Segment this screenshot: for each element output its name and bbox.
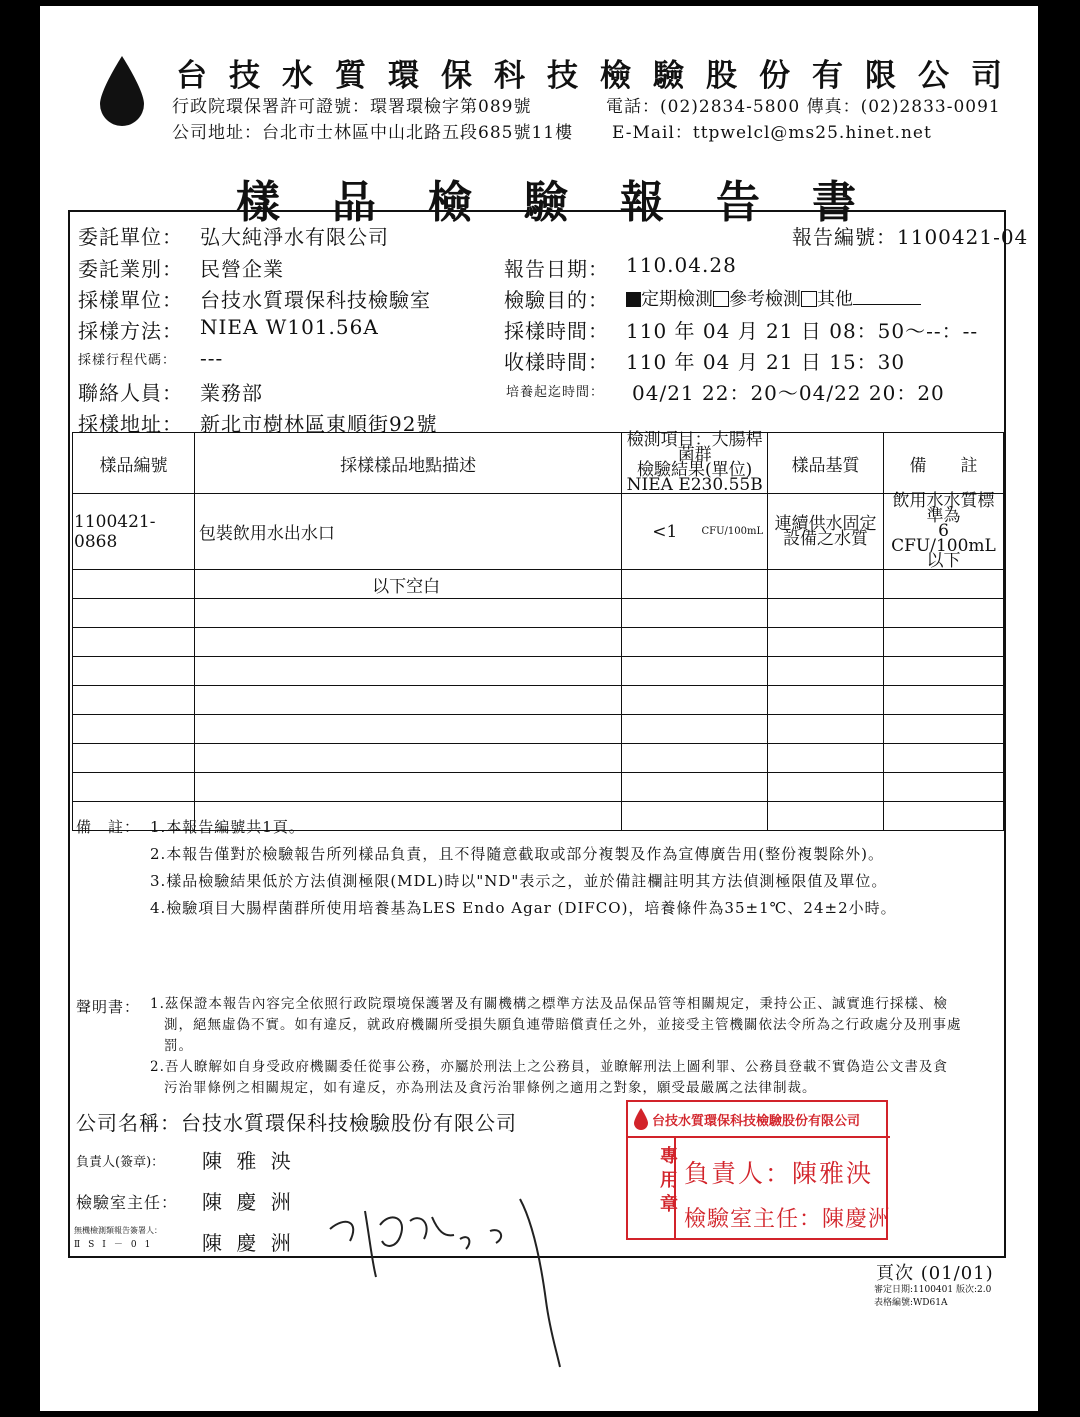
table-row (73, 773, 1004, 802)
header-test-line-2: 檢驗結果(單位) (637, 460, 753, 480)
contact-label: 聯絡人員： (78, 381, 183, 405)
purpose-option-reference: 參考檢測 (729, 289, 801, 310)
category-value: 民營企業 (200, 257, 284, 281)
header-location: 採樣樣品地點描述 (194, 433, 621, 494)
signer-name: 陳 慶 洲 (202, 1231, 295, 1255)
report-date-label: 報告日期： (504, 257, 609, 281)
table-row (73, 599, 1004, 628)
contact-value: 業務部 (200, 381, 263, 405)
signoff-company: 公司名稱：台技水質環保科技檢驗股份有限公司 (76, 1111, 517, 1135)
header-test-line-1: 檢測項目：大腸桿菌群 (626, 430, 763, 465)
table-row (73, 744, 1004, 773)
rep-label: 負責人(簽章)： (76, 1155, 165, 1170)
note-item: 3.樣品檢驗結果低於方法偵測極限(MDL)時以"ND"表示之，並於備註欄註明其方法偵測極限值及單位。 (150, 872, 888, 890)
declaration-text (150, 994, 962, 1099)
purpose-option-periodic: 定期檢測 (641, 289, 713, 310)
permit-number: 行政院環保署許可證號：環署環檢字第089號 (172, 97, 532, 117)
checkbox-checked-icon (626, 292, 641, 307)
result-cell (622, 494, 768, 570)
lab-director-name: 陳 慶 洲 (202, 1190, 295, 1214)
declaration-line: 測，絕無虛偽不實。如有違反，就政府機關所受損失願負連帶賠償責任之外，並接受主管機關依法令所為之行政處分及刑事處 (164, 1017, 962, 1033)
address-value: 新北市樹林區東順街92號 (200, 412, 438, 436)
phone-fax: 電話：(02)2834-5800 傳真：(02)2833-0091 (606, 97, 1001, 117)
company-email: E-Mail：ttpwelcl@ms25.hinet.net (612, 123, 932, 143)
remark-line-1: 飲用水水質標準為 (892, 491, 995, 526)
declaration-line: 2.吾人瞭解如自身受政府機關委任從事公務，亦屬於刑法上之公務員，並瞭解刑法上圖利罪、公務員登載不實偽造公文書及貪 (150, 1059, 948, 1075)
header-sample-id: 樣品編號 (73, 433, 195, 494)
report-number: 報告編號：1100421-04 (792, 225, 1029, 249)
header-test-line-3: NIEA E230.55B (626, 475, 763, 495)
purpose-option-other: 其他 (817, 289, 853, 310)
signer-code: ⅡSI－01 (74, 1240, 159, 1250)
matrix-cell (768, 494, 884, 570)
sampler-label: 採樣單位： (78, 288, 183, 312)
declaration-label: 聲明書： (76, 998, 141, 1016)
location-cell: 包裝飲用水出水口 (194, 494, 621, 570)
handwritten-signature (320, 1191, 580, 1371)
sample-time-value: 110 年 04 月 21 日 08：50～--：-- (626, 319, 979, 343)
table-row (73, 570, 1004, 599)
lab-director-label: 檢驗室主任： (76, 1193, 179, 1212)
table-row (73, 494, 1004, 570)
sampler-value: 台技水質環保科技檢驗室 (200, 288, 431, 312)
company-name: 台技水質環保科技檢驗股份有限公司 (176, 58, 1024, 94)
stamp-drop-icon (634, 1108, 648, 1130)
company-address: 公司地址：台北市士林區中山北路五段685號11樓 (172, 123, 574, 143)
culture-time-value: 04/21 22：20～04/22 20：20 (632, 381, 945, 405)
form-number: 表格編號:WD61A (874, 1298, 948, 1308)
report-date-value: 110.04.28 (626, 253, 737, 277)
table-header-row (73, 433, 1004, 494)
matrix-line-1: 連續供水固定 (774, 513, 877, 534)
method-value: NIEA W101.56A (200, 315, 379, 339)
address-label: 採樣地址： (78, 412, 183, 436)
stamp-rep: 負責人：陳雅泱 (684, 1159, 874, 1188)
rep-name: 陳 雅 泱 (202, 1149, 295, 1173)
table-row (73, 686, 1004, 715)
client-label: 委託單位： (78, 225, 183, 249)
table-row (73, 628, 1004, 657)
blank-marker: 以下空白 (194, 570, 621, 599)
receive-time-label: 收樣時間： (504, 350, 609, 374)
remark-line-2: 6 CFU/100mL以下 (891, 521, 996, 571)
method-label: 採樣方法： (78, 319, 183, 343)
table-row (73, 715, 1004, 744)
note-item: 2.本報告僅對於檢驗報告所列樣品負責，且不得隨意截取或部分複製及作為宣傳廣告用(整份複製除外)。 (150, 845, 885, 863)
declaration-line: 1.茲保證本報告內容完全依照行政院環境保護署及有關機構之標準方法及品保品管等相關規定，秉持公正、誠實進行採樣、檢 (150, 996, 948, 1012)
purpose-options (626, 285, 921, 311)
stamp-side-text: 專用章 (657, 1146, 678, 1218)
report-title: 樣品檢驗報告書 (236, 177, 908, 228)
matrix-line-2: 設備之水質 (783, 528, 869, 549)
review-date: 審定日期:1100401 版次:2.0 (874, 1285, 992, 1295)
result-value: <1 (652, 521, 678, 542)
table-row (73, 657, 1004, 686)
receive-time-value: 110 年 04 月 21 日 15：30 (626, 350, 906, 374)
sample-id-cell: 1100421-0868 (73, 494, 195, 570)
trip-code-value: --- (200, 346, 224, 370)
result-unit: CFU/100mL (701, 525, 764, 537)
notes-list (150, 814, 897, 922)
results-table (72, 432, 1004, 831)
remark-cell (883, 491, 1003, 571)
category-label: 委託業別： (78, 257, 183, 281)
other-blank-line (853, 304, 921, 305)
note-item: 4.檢驗項目大腸桿菌群所使用培養基為LES Endo Agar (DIFCO)，培養條件為35±1℃、24±2小時。 (150, 899, 897, 917)
header-matrix: 樣品基質 (768, 433, 884, 494)
note-item: 1.本報告編號共1頁。 (150, 818, 305, 836)
header-test-item (622, 430, 768, 495)
declaration-line: 罰。 (164, 1038, 193, 1054)
official-red-stamp (626, 1100, 892, 1240)
sample-time-label: 採樣時間： (504, 319, 609, 343)
signer-label: 無機檢測類報告簽署人： (74, 1226, 162, 1235)
checkbox-empty-icon (801, 291, 817, 307)
report-paper (40, 6, 1038, 1411)
stamp-lab: 檢驗室主任：陳慶洲 (684, 1207, 892, 1232)
page-number: 頁次 (01/01) (876, 1263, 994, 1284)
declaration-line: 污治罪條例之相關規定，如有違反，亦為刑法及貪污治罪條例之適用之對象，願受最嚴厲之法律制裁。 (164, 1080, 817, 1096)
stamp-company: 台技水質環保科技檢驗股份有限公司 (652, 1114, 861, 1129)
trip-code-label: 採樣行程代碼： (78, 353, 177, 368)
client-value: 弘大純淨水有限公司 (200, 225, 389, 249)
header-remark: 備 註 (883, 433, 1003, 494)
checkbox-empty-icon (713, 291, 729, 307)
water-drop-logo (100, 56, 144, 126)
purpose-label: 檢驗目的： (504, 288, 609, 312)
culture-time-label: 培養起迄時間： (506, 385, 605, 400)
notes-label: 備 註： (76, 818, 141, 836)
